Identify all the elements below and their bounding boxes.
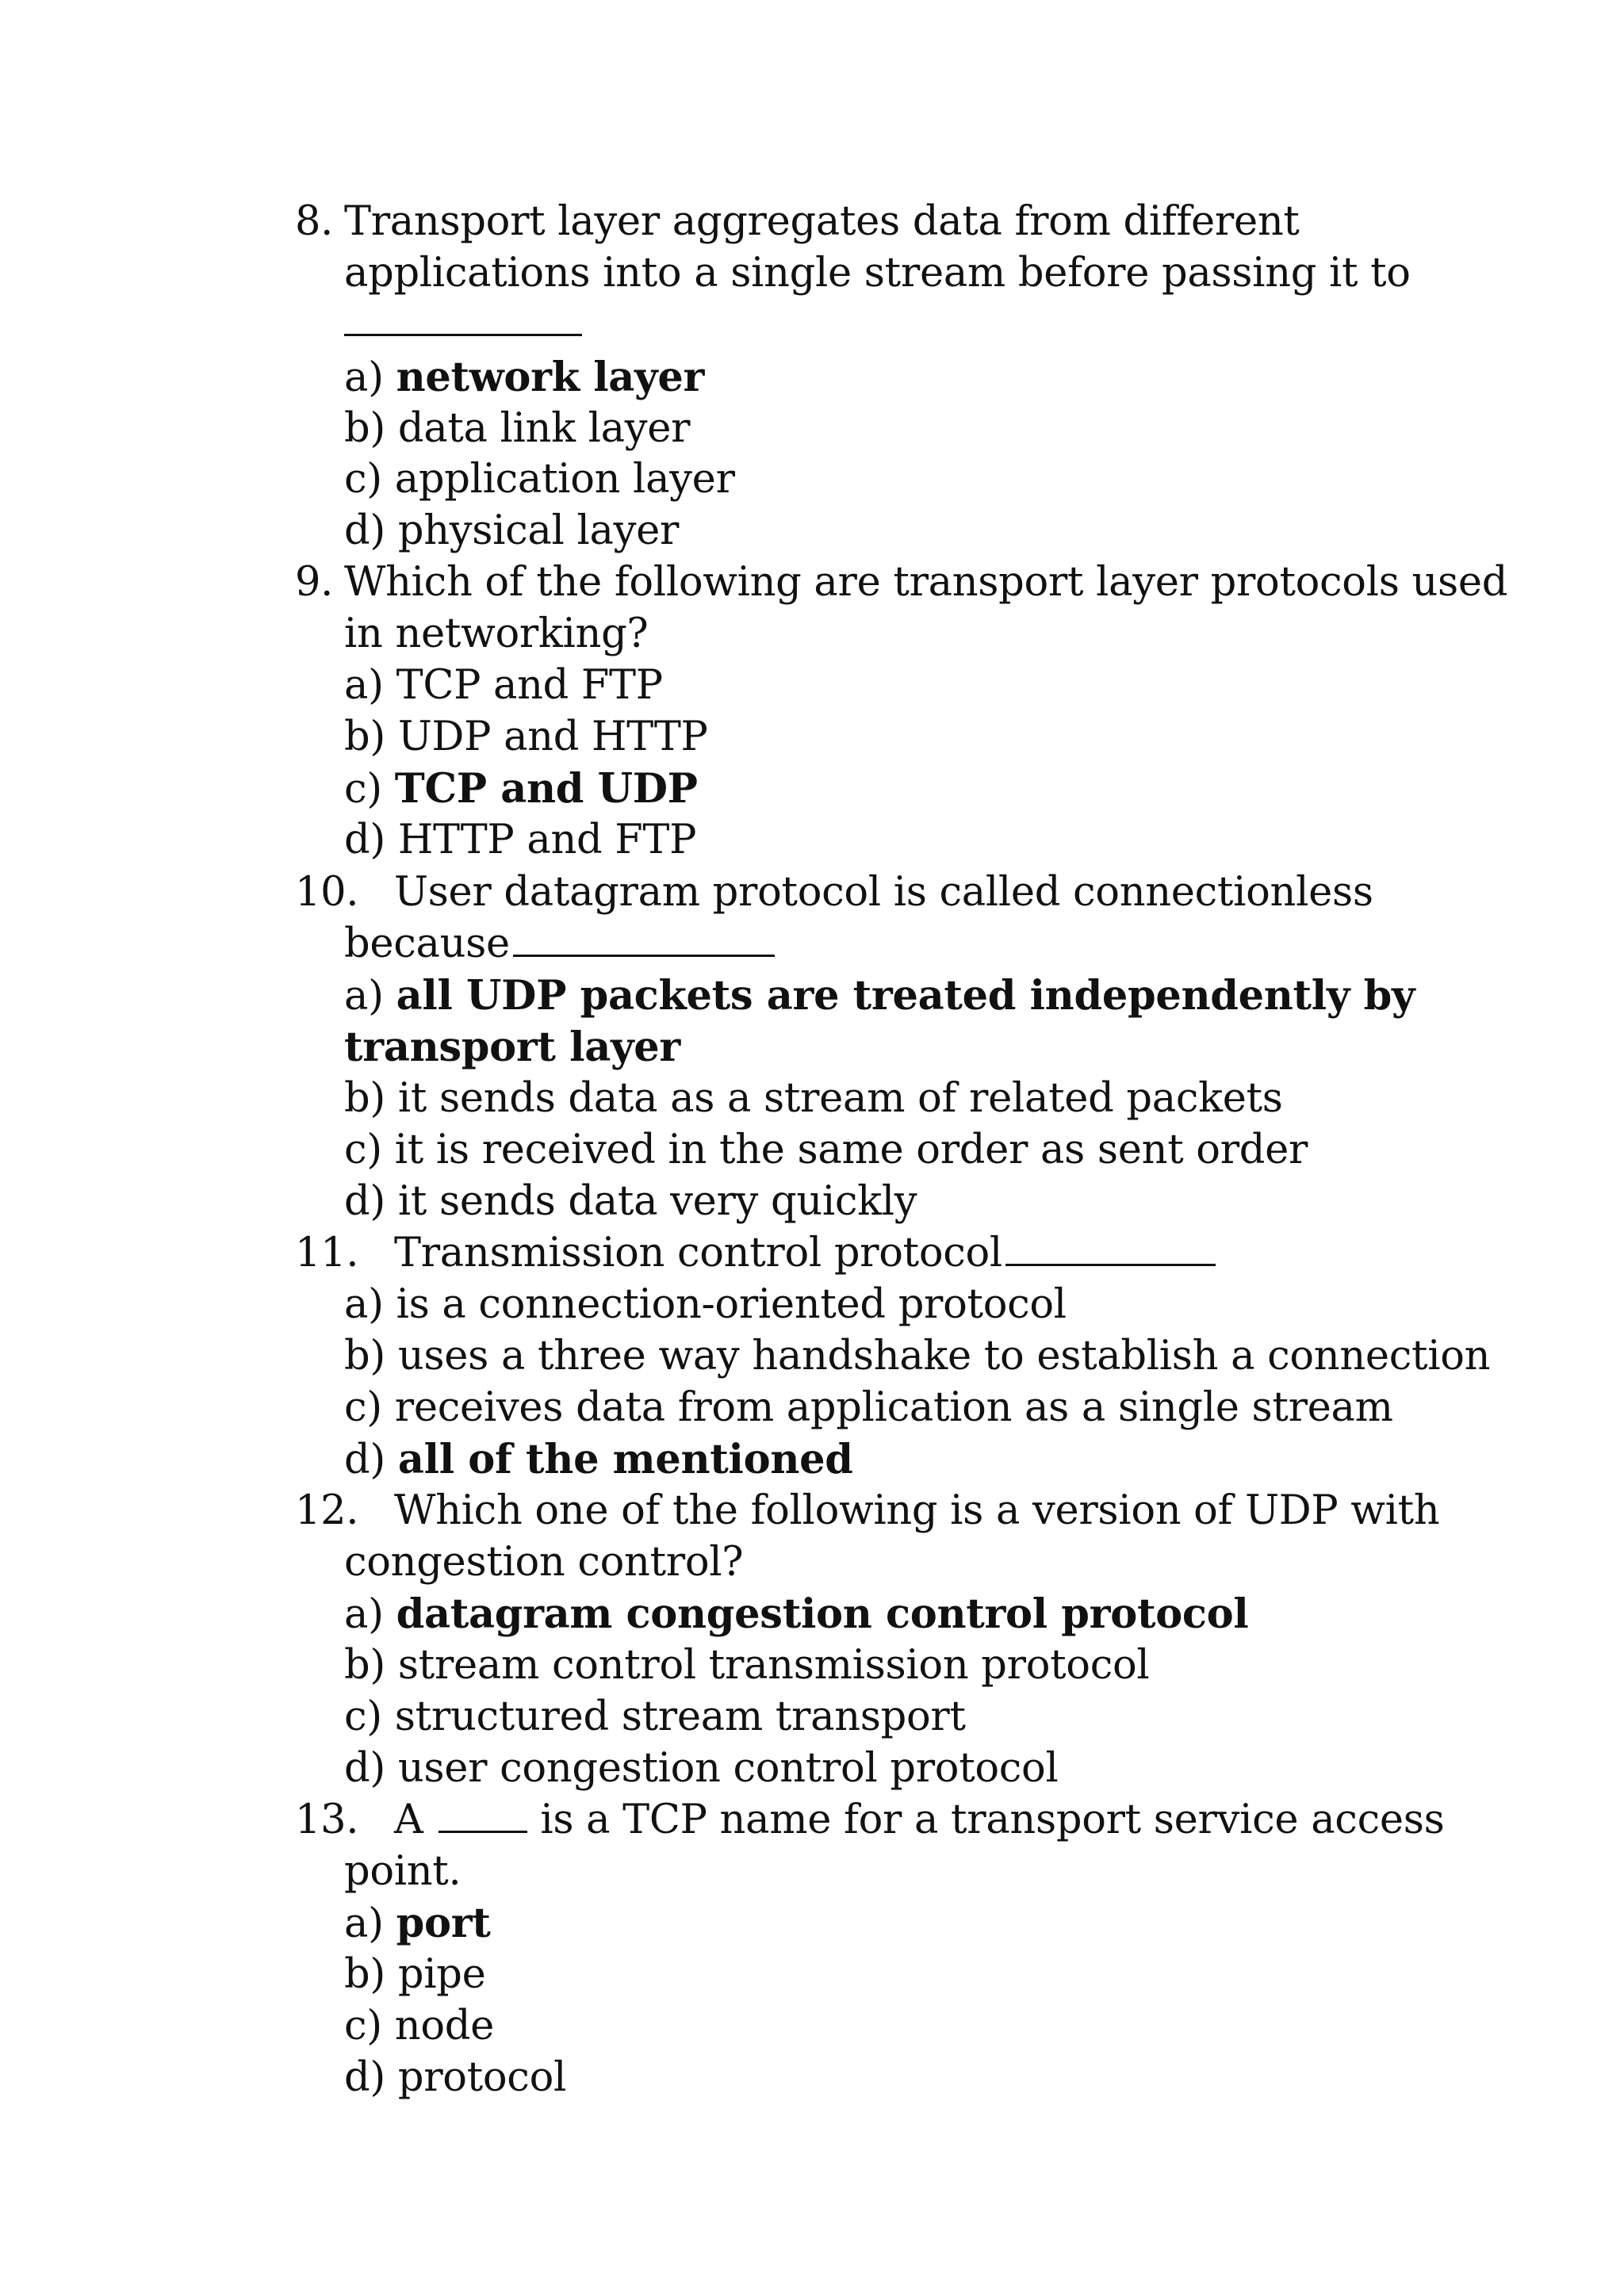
question-8-option-d: d) physical layer xyxy=(344,507,680,554)
question-12-option-c: c) structured stream transport xyxy=(344,1693,966,1740)
question-12-option-d: d) user congestion control protocol xyxy=(344,1745,1059,1792)
question-11-option-b: b) uses a three way handshake to establish a connection xyxy=(344,1333,1491,1380)
question-11-stem-line-1: Transmission control protocol xyxy=(394,1228,1216,1279)
question-10-number: 10. xyxy=(295,869,359,916)
question-10-stem-line-1: User datagram protocol is called connectionless xyxy=(394,869,1373,916)
question-12-option-a: a) datagram congestion control protocol xyxy=(344,1590,1249,1638)
question-13-number: 13. xyxy=(295,1797,359,1843)
question-13-option-d: d) protocol xyxy=(344,2054,566,2101)
question-11-option-d: d) all of the mentioned xyxy=(344,1436,853,1483)
question-13-stem-line-2: point. xyxy=(344,1848,462,1895)
question-12-option-b: b) stream control transmission protocol xyxy=(344,1642,1150,1689)
question-8-blank xyxy=(344,298,582,349)
question-13-stem-line-1: A is a TCP name for a transport service access xyxy=(394,1797,1445,1843)
question-8-option-a: a) network layer xyxy=(344,354,705,401)
question-9-stem-line-2: in networking? xyxy=(344,610,649,657)
answer-blank xyxy=(513,920,775,957)
question-9-option-b: b) UDP and HTTP xyxy=(344,714,708,760)
question-8-number: 8. xyxy=(295,198,334,245)
question-8-option-b: b) data link layer xyxy=(344,405,691,452)
question-9-option-a: a) TCP and FTP xyxy=(344,662,663,709)
question-13-option-a: a) port xyxy=(344,1900,491,1947)
question-10-option-a: a) all UDP packets are treated independently by xyxy=(344,972,1415,1020)
question-10-option-d: d) it sends data very quickly xyxy=(344,1178,917,1225)
question-12-stem-line-2: congestion control? xyxy=(344,1539,744,1586)
question-8-stem-line-1: Transport layer aggregates data from different xyxy=(344,198,1300,245)
answer-blank xyxy=(439,1796,527,1833)
question-13-option-b: b) pipe xyxy=(344,1951,486,1998)
question-8-stem-line-2: applications into a single stream before passing it to xyxy=(344,250,1411,297)
question-12-number: 12. xyxy=(295,1487,359,1534)
question-11-option-a: a) is a connection-oriented protocol xyxy=(344,1281,1067,1328)
question-10-option-a-line-2: transport layer xyxy=(344,1024,680,1071)
question-9-option-d: d) HTTP and FTP xyxy=(344,817,697,863)
question-8-option-c: c) application layer xyxy=(344,456,735,503)
answer-blank xyxy=(344,299,582,336)
question-11-number: 11. xyxy=(295,1230,359,1276)
question-9-option-c: c) TCP and UDP xyxy=(344,765,698,813)
question-9-stem-line-1: Which of the following are transport layer protocols used xyxy=(344,559,1508,606)
answer-blank xyxy=(1005,1229,1216,1266)
question-10-stem-line-2: because xyxy=(344,919,775,970)
question-10-option-b: b) it sends data as a stream of related packets xyxy=(344,1075,1283,1122)
question-9-number: 9. xyxy=(295,559,334,606)
question-12-stem-line-1: Which one of the following is a version of UDP with xyxy=(394,1487,1440,1534)
question-10-option-c: c) it is received in the same order as sent order xyxy=(344,1127,1308,1173)
question-11-option-c: c) receives data from application as a single stream xyxy=(344,1384,1393,1431)
question-13-option-c: c) node xyxy=(344,2003,494,2049)
